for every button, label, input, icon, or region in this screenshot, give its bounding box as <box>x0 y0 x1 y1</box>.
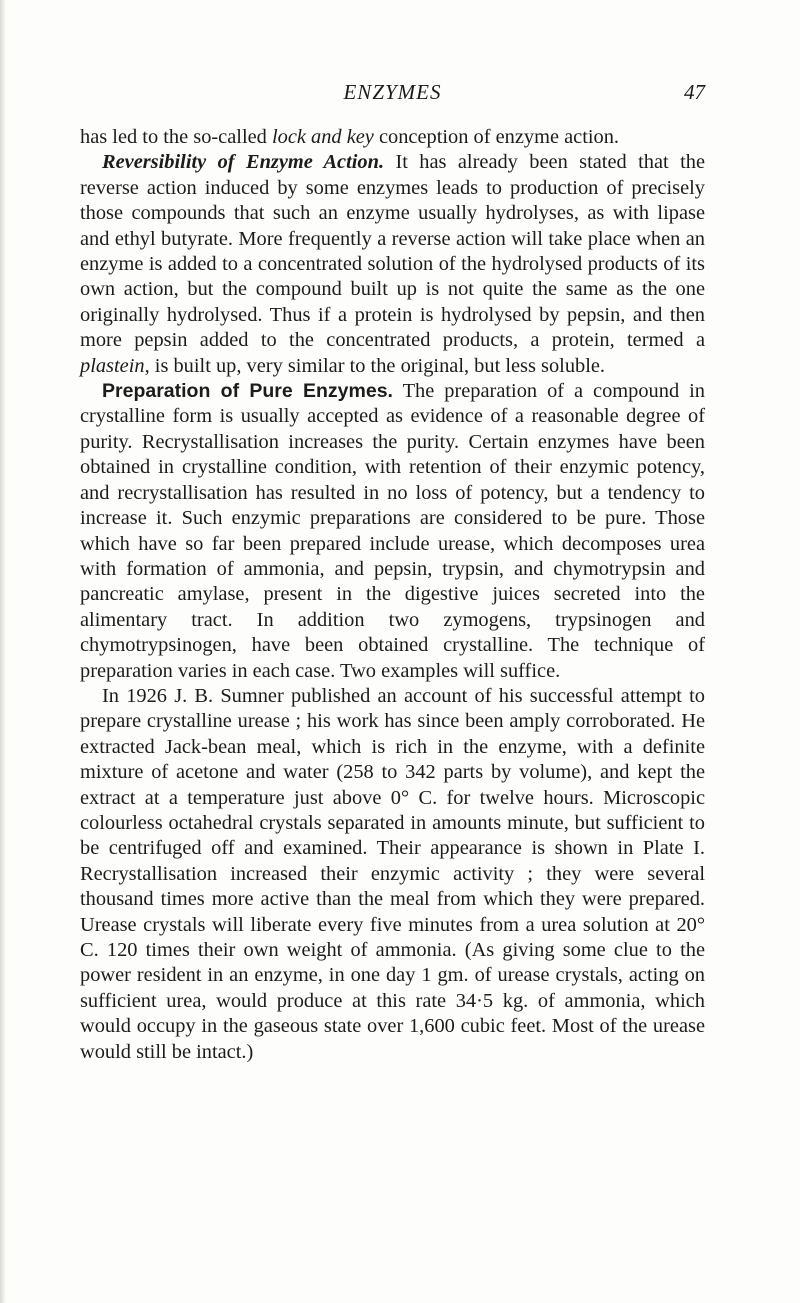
italic-term-plastein: plastein <box>80 354 145 377</box>
paragraph-preparation <box>80 379 705 684</box>
italic-term-lock-and-key: lock and key <box>271 126 374 148</box>
paragraph-lock-and-key <box>80 125 705 150</box>
section-heading-preparation: Preparation of Pure Enzymes. <box>102 380 393 403</box>
paragraph-reversibility <box>80 150 705 379</box>
body-text <box>80 125 705 1065</box>
section-heading-reversibility: Reversibility of Enzyme Action. <box>102 151 385 174</box>
text-run: , is built up, very similar to the original, but less soluble. <box>144 354 606 377</box>
text-run: It has already been stated that the reverse action induced by some enzymes leads to production of precisely those compounds that such an enzyme usually hydrolyses, as with lipase and ethyl butyrate. More frequently a reverse action will take place when an enzyme is added to a concentrated solution of the hydrolysed products of its own action, but the compound built up is not quite the same as the one originally hydrolysed. Thus if a protein is hydrolysed by pepsin, and then more pepsin added to the concentrated products, a protein, termed a <box>80 151 705 352</box>
page-header <box>80 80 705 110</box>
page-number: 47 <box>684 80 705 104</box>
page-edge-shadow <box>0 0 6 1303</box>
text-run: The preparation of a compound in crystalline form is usually accepted as evidence of a reasonable degree of purity. Recrystallisation increases the purity. Certain enzymes have been obtained in crystalline condition, with retention of their enzymic potency, and recrystallisation has resulted in no loss of potency, but a tendency to increase it. Such enzymic preparations are considered to be pure. Those which have so far been prepared include urease, which decomposes urea with formation of ammonia, and pepsin, trypsin, and chymotrypsin and pancreatic amylase, present in the digestive juices secreted into the alimentary tract. In addition two zymogens, trypsinogen and chymotrypsinogen, have been obtained crystalline. The technique of preparation varies in each case. Two examples will suffice. <box>80 380 705 682</box>
text-run: has led to the so-called <box>80 126 272 148</box>
paragraph-sumner <box>80 684 705 1065</box>
text-run: In 1926 J. B. Sumner published an account of his successful attempt to prepare crystalline urease ; his work has since been amply corroborated. He extracted Jack-bean meal, which is rich in the enzyme, with a definite mixture of acetone and water (258 to 342 parts by volume), and kept the extract at a temperature just above 0° C. for twelve hours. Microscopic colourless octahedral crystals separated in amounts minute, but sufficient to be centrifuged off and examined. Their appearance is shown in Plate I. Recrystallisation increased their enzymic activity ; they were several thousand times more active than the meal from which they were prepared. Urease crystals will liberate every five minutes from a urea solution at 20° C. 120 times their own weight of ammonia. (As giving some clue to the power resident in an enzyme, in one day 1 gm. of urease crystals, acting on sufficient urea, would produce at this rate 34·5 kg. of ammonia, which would occupy in the gaseous state over 1,600 cubic feet. Most of the urease would still be intact.) <box>80 684 705 1063</box>
running-head: ENZYMES <box>343 80 442 104</box>
text-run: conception of enzyme action. <box>373 126 620 148</box>
